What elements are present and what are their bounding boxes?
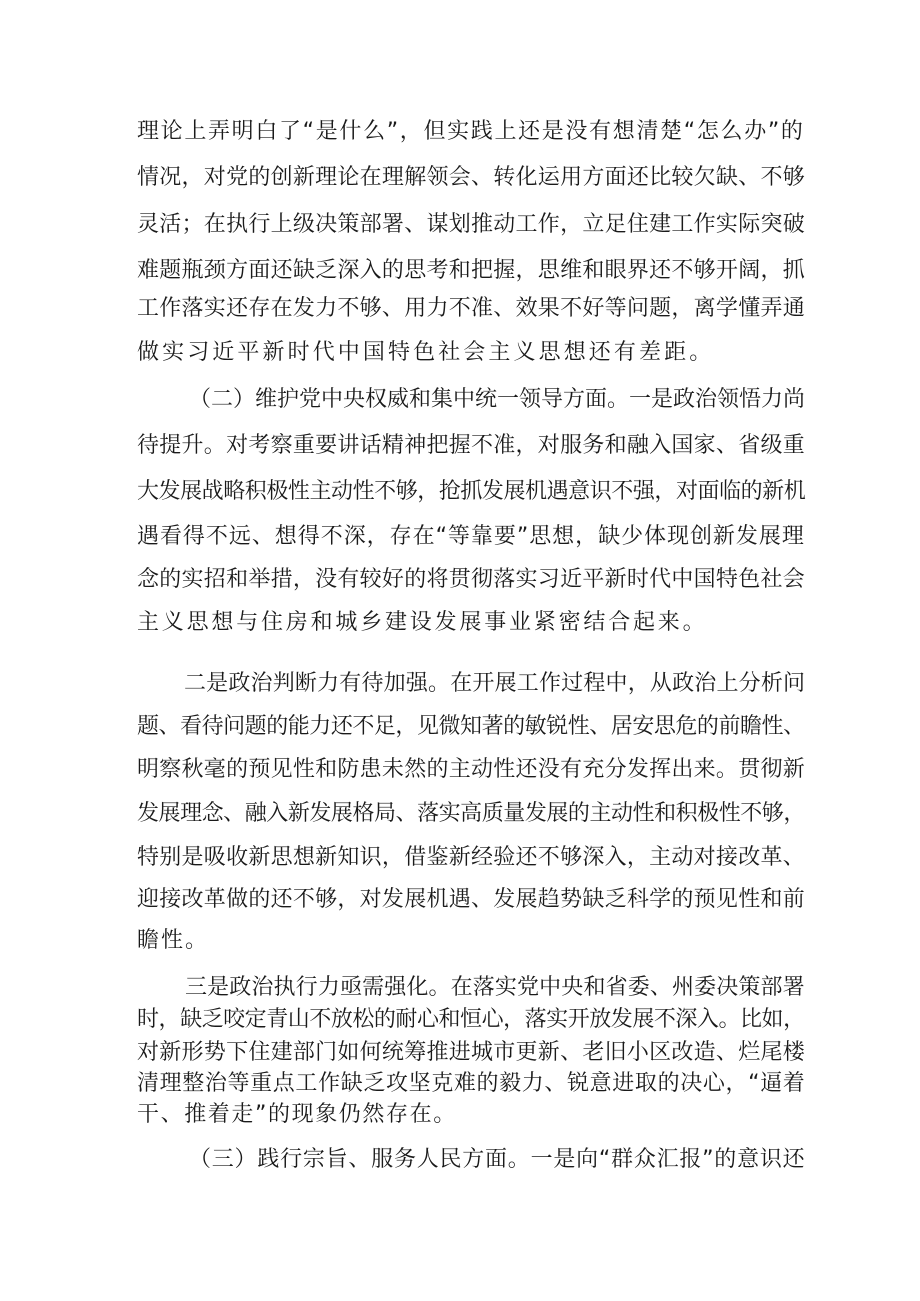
section-heading-line: （二）维护党中央权威和集中统一领导方面。一是政治领悟力尚 <box>189 387 806 412</box>
text-line: 遇看得不远、想得不深，存在“等靠要”思想，缺少体现创新发展理 <box>137 524 805 549</box>
text-line: 做实习近平新时代中国特色社会主义思想还有差距。 <box>137 340 715 365</box>
section-heading-line: （三）践行宗旨、服务人民方面。一是向“群众汇报”的意识还 <box>189 1147 806 1172</box>
text-line: 待提升。对考察重要讲话精神把握不准，对服务和融入国家、省级重 <box>137 433 806 458</box>
text-line: 干、推着走”的现象仍然存在。 <box>137 1102 457 1127</box>
text-line: 主义思想与住房和城乡建设发展事业紧密结合起来。 <box>137 610 708 635</box>
text-line: 情况，对党的创新理论在理解领会、转化运用方面还比较欠缺、不够 <box>137 165 806 190</box>
text-line: 理论上弄明白了“是什么”，但实践上还是没有想清楚“怎么办”的 <box>137 119 805 144</box>
text-line: 时，缺乏咬定青山不放松的耐心和恒心，落实开放发展不深入。比如， <box>137 1007 805 1032</box>
text-line: 清理整治等重点工作缺乏攻坚克难的毅力、锐意进取的决心，“逼着 <box>137 1071 806 1096</box>
text-line: 难题瓶颈方面还缺乏深入的思考和把握，思维和眼界还不够开阔，抓 <box>137 258 806 283</box>
paragraph-start-line: 二是政治判断力有待加强。在开展工作过程中，从政治上分析问 <box>184 671 806 696</box>
text-line: 瞻性。 <box>137 928 210 953</box>
paragraph-start-line: 三是政治执行力亟需强化。在落实党中央和省委、州委决策部署 <box>185 975 805 1000</box>
text-line: 发展理念、融入新发展格局、落实高质量发展的主动性和积极性不够， <box>137 801 805 826</box>
text-line: 对新形势下住建部门如何统筹推进城市更新、老旧小区改造、烂尾楼 <box>137 1040 806 1065</box>
text-line: 念的实招和举措，没有较好的将贯彻落实习近平新时代中国特色社会 <box>137 567 806 592</box>
text-line: 明察秋毫的预见性和防患未然的主动性还没有充分发挥出来。贯彻新 <box>137 757 806 782</box>
text-line: 工作落实还存在发力不够、用力不准、效果不好等问题，离学懂弄通 <box>137 296 806 321</box>
text-line: 灵活；在执行上级决策部署、谋划推动工作，立足住建工作实际突破 <box>137 212 806 237</box>
text-line: 特别是吸收新思想新知识，借鉴新经验还不够深入，主动对接改革、 <box>137 845 806 870</box>
text-line: 大发展战略积极性主动性不够，抢抓发展机遇意识不强，对面临的新机 <box>137 479 806 504</box>
text-line: 题、看待问题的能力还不足，见微知著的敏锐性、居安思危的前瞻性、 <box>137 714 805 739</box>
text-line: 迎接改革做的还不够，对发展机遇、发展趋势缺乏科学的预见性和前 <box>137 887 806 912</box>
